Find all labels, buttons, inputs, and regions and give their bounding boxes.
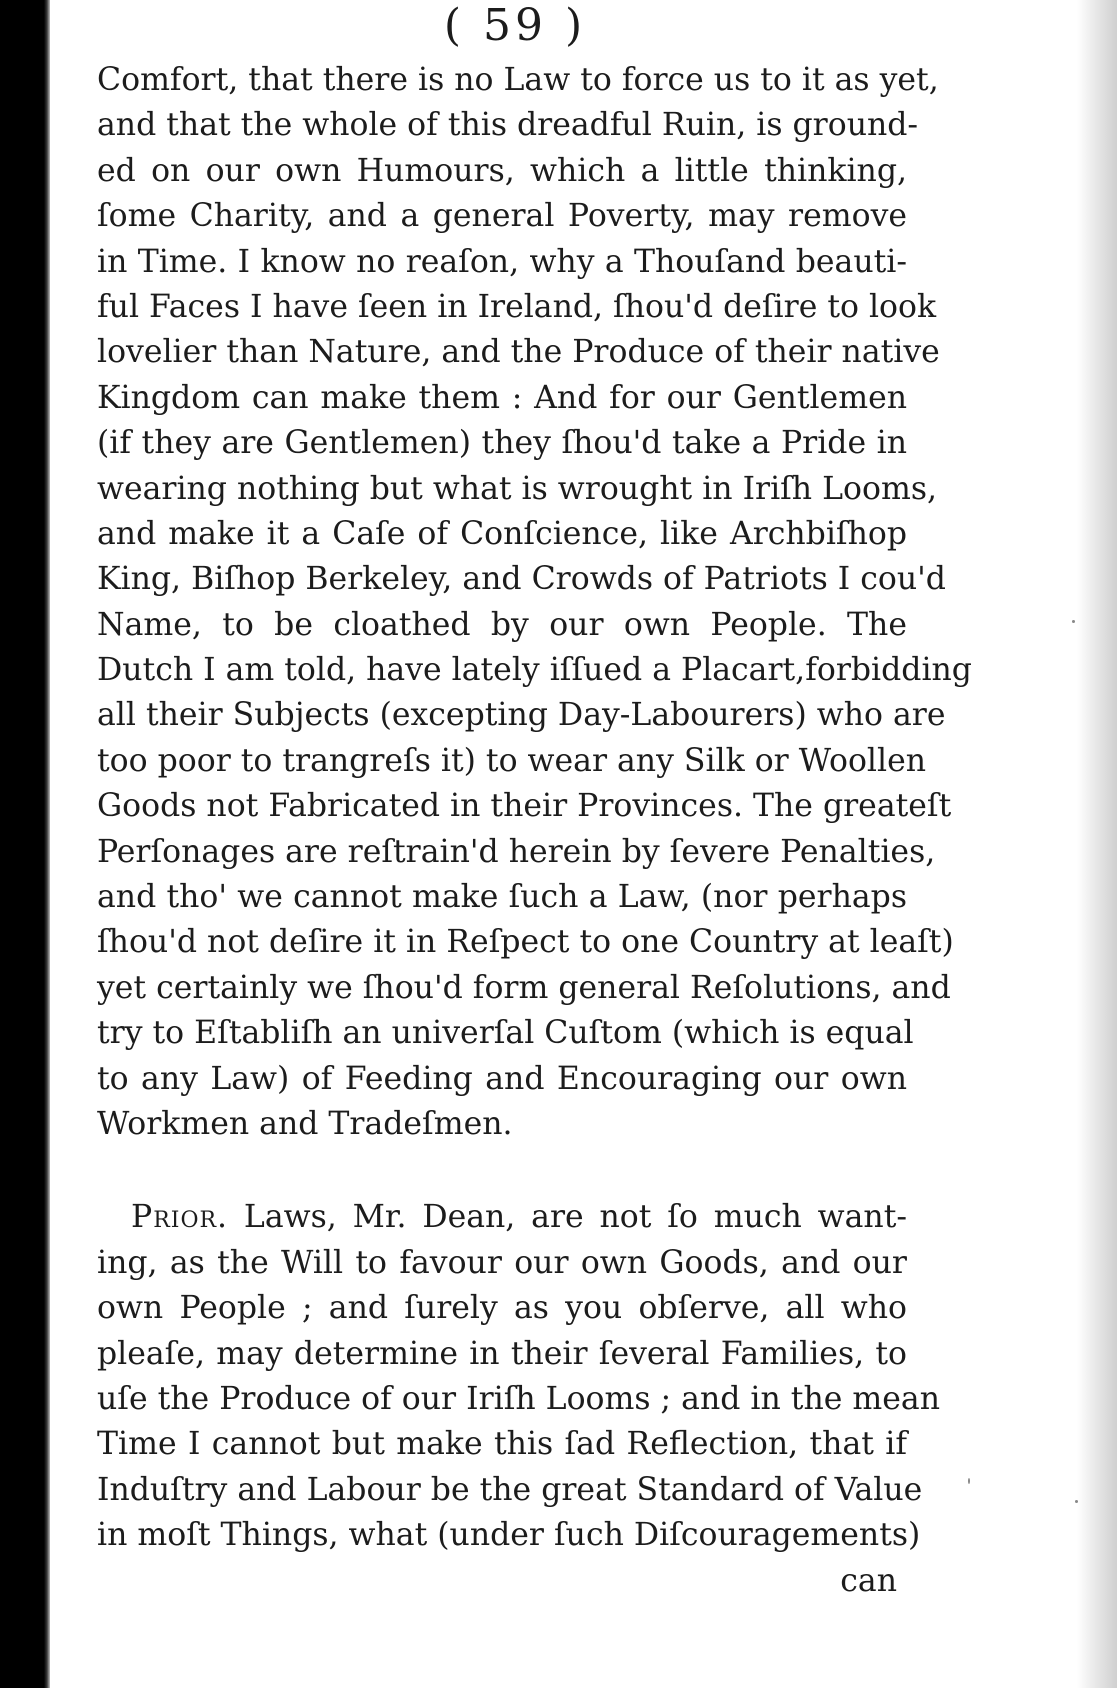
text-line: pleaſe, may determine in their ſeveral Families, to: [97, 1335, 907, 1372]
page-edge-shadow: [1077, 0, 1117, 1688]
text-line: and tho' we cannot make ſuch a Law, (nor perhaps: [97, 879, 907, 916]
text-line: yet certainly we ſhou'd form general Reſolutions, and: [97, 969, 951, 1006]
text-line: and that the whole of this dreadful Ruin, is ground-: [97, 107, 919, 144]
text-line: and make it a Caſe of Conſcience, like Archbiſhop: [97, 515, 907, 552]
text-line: own People ; and ſurely as you obſerve, all who: [97, 1290, 907, 1327]
text-line-with-speaker: [97, 1195, 907, 1240]
text-line: ſome Charity, and a general Poverty, may remove: [97, 198, 907, 235]
paper-speck: [1075, 1500, 1078, 1503]
paragraph-2: [97, 1195, 940, 1558]
text-line: ſhou'd not deſire it in Reſpect to one Country at leaſt): [97, 924, 954, 961]
text-line: Comfort, that there is no Law to force us to it as yet,: [97, 62, 939, 98]
paragraph-separator: [97, 1147, 907, 1195]
text-line: try to Eſtabliſh an univerſal Cuſtom (which is equal: [97, 1015, 914, 1052]
page-number: ( 59 ): [443, 0, 587, 51]
book-binding-edge: [0, 0, 50, 1688]
text-line: Workmen and Tradeſmen.: [97, 1105, 513, 1142]
text-line: ing, as the Will to favour our own Goods, and our: [97, 1244, 907, 1281]
text-line: in Time. I know no reaſon, why a Thouſand beauti-: [97, 243, 907, 280]
text-line: (if they are Gentlemen) they ſhou'd take a Pride in: [97, 425, 907, 462]
text-line: wearing nothing but what is wrought in Iriſh Looms,: [97, 470, 937, 507]
text-line: Dutch I am told, have lately iſſued a Placart,forbidding: [97, 652, 972, 689]
paragraph-1: [97, 58, 972, 1147]
speaker-name: Prior.: [131, 1199, 229, 1236]
text-line: all their Subjects (excepting Day-Labourers) who are: [97, 697, 946, 734]
text-line-rest: Laws, Mr. Dean, are not ſo much want-: [228, 1199, 907, 1236]
text-line: Perſonages are reſtrain'd herein by ſevere Penalties,: [97, 833, 936, 870]
page-text: [97, 58, 972, 1604]
catchword: can: [840, 1562, 897, 1599]
paper-speck: [1072, 620, 1075, 623]
text-line: ed on our own Humours, which a little thinking,: [97, 152, 907, 189]
text-line: Induſtry and Labour be the great Standard of Value: [97, 1471, 923, 1508]
text-line: to any Law) of Feeding and Encouraging our own: [97, 1060, 907, 1097]
text-line: ful Faces I have ſeen in Ireland, ſhou'd deſire to look: [97, 288, 937, 325]
paper-speck: [968, 1478, 970, 1484]
text-line: too poor to trangreſs it) to wear any Silk or Woollen: [97, 742, 926, 779]
text-line: Name, to be cloathed by our own People. The: [97, 606, 907, 643]
text-line: Time I cannot but make this ſad Reflection, that if: [97, 1426, 907, 1463]
text-line: Kingdom can make them : And for our Gentlemen: [97, 379, 907, 416]
text-line: in moſt Things, what (under ſuch Diſcouragements): [97, 1517, 921, 1554]
text-line: uſe the Produce of our Iriſh Looms ; and in the mean: [97, 1380, 940, 1417]
text-line: King, Biſhop Berkeley, and Crowds of Patriots I cou'd: [97, 561, 946, 598]
text-line: Goods not Fabricated in their Provinces. The greateſt: [97, 788, 952, 825]
text-line: lovelier than Nature, and the Produce of their native: [97, 334, 940, 371]
